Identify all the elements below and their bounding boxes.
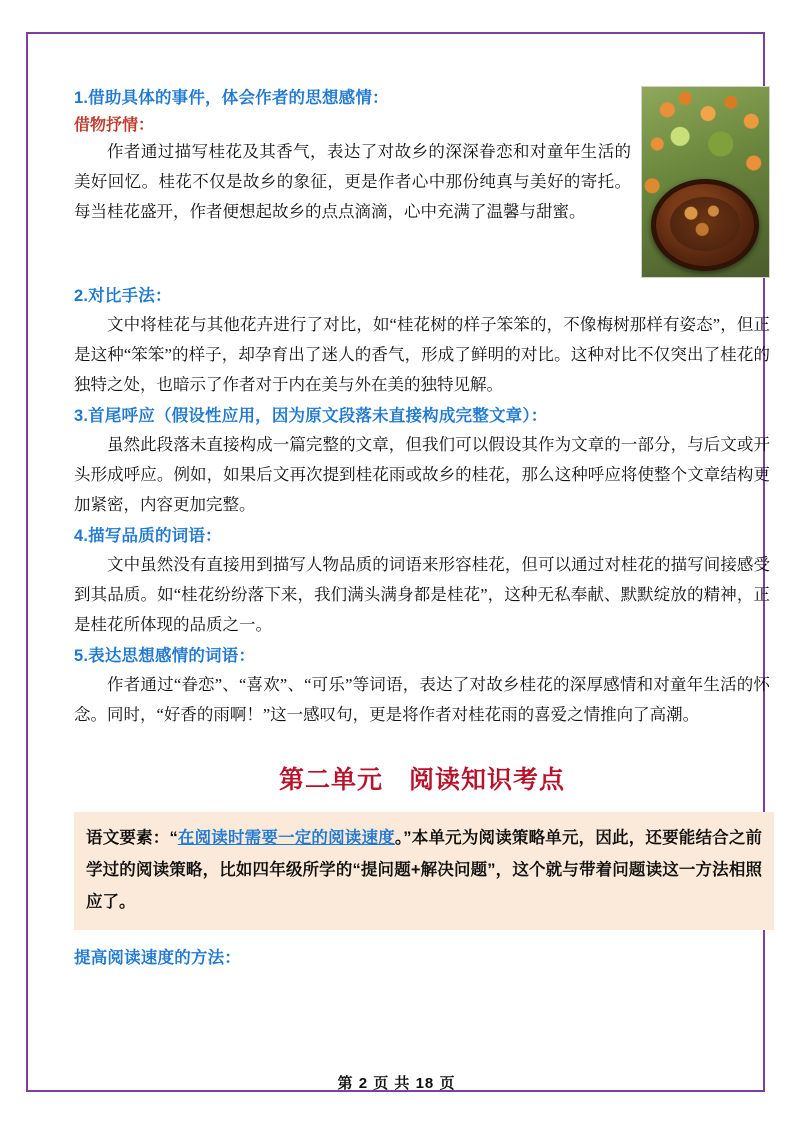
osmanthus-photo [641, 86, 770, 278]
footer-total-pages: 18 [415, 1075, 435, 1092]
section-5-heading: 5.表达思想感情的词语： [74, 647, 256, 665]
photo-bowl [651, 179, 759, 271]
section-2-heading: 2.对比手法： [74, 287, 172, 305]
footer-page-number: 2 [358, 1075, 369, 1092]
quote-open: “ [169, 829, 178, 847]
section-5-body: 作者通过“眷恋”、“喜欢”、“可乐”等词语，表达了对故乡桂花的深厚感情和对童年生活的怀念。同时，“好香的雨啊！”这一感叹句，更是将作者对桂花雨的喜爱之情推向了高潮。 [74, 675, 770, 724]
language-element-box [74, 812, 774, 930]
language-element-label: 语文要素： [86, 829, 170, 847]
quote-close: 。” [394, 829, 412, 847]
page-footer [0, 1072, 793, 1093]
footer-suffix: 页 [439, 1075, 456, 1092]
page-border [26, 32, 770, 1092]
section-2 [74, 282, 770, 400]
page-content-area [74, 84, 774, 1114]
section-1-subheading: 借物抒情： [74, 117, 155, 134]
reading-speed-methods-heading: 提高阅读速度的方法： [74, 949, 241, 967]
language-element-rest: 本单元为阅读策略单元，因此，还要能结合之前学过的阅读策略，比如四年级所学的“提问题+解决问题”，这个就与带着问题读这一方法相照应了。 [86, 829, 763, 911]
footer-prefix: 第 [337, 1075, 354, 1092]
section-4 [74, 522, 770, 640]
language-element-text [86, 822, 762, 918]
section-4-body: 文中虽然没有直接用到描写人物品质的词语来形容桂花，但可以通过对桂花的描写间接感受到其品质。如“桂花纷纷落下来，我们满头满身都是桂花”，这种无私奉献、默默绽放的精神，正是桂花所体现的品质之一。 [74, 555, 770, 634]
section-1-body: 作者通过描写桂花及其香气，表达了对故乡的深深眷恋和对童年生活的美好回忆。桂花不仅是故乡的象征，更是作者心中那份纯真与美好的寄托。每当桂花盛开，作者便想起故乡的点点滴滴，心中充满了温馨与甜蜜。 [74, 142, 631, 221]
section-3-body: 虽然此段落未直接构成一篇完整的文章，但我们可以假设其作为文章的一部分，与后文或开头形成呼应。例如，如果后文再次提到桂花雨或故乡的桂花，那么这种呼应将使整个文章结构更加紧密，内容更加完整。 [74, 435, 770, 514]
section-1 [74, 84, 770, 282]
section-3-heading: 3.首尾呼应（假设性应用，因为原文段落未直接构成完整文章）： [74, 407, 548, 425]
quote-underlined: 在阅读时需要一定的阅读速度 [177, 829, 395, 847]
section-4-heading: 4.描写品质的词语： [74, 527, 222, 545]
footer-middle: 页 共 [373, 1075, 411, 1092]
document-body [74, 84, 774, 968]
unit-title: 第二单元 阅读知识考点 [278, 766, 565, 794]
section-3 [74, 402, 770, 520]
section-5 [74, 642, 770, 730]
section-1-heading: 1.借助具体的事件，体会作者的思想感情： [74, 89, 389, 107]
section-2-body: 文中将桂花与其他花卉进行了对比，如“桂花树的样子笨笨的，不像梅树那样有姿态”，但正是这种“笨笨”的样子，却孕育出了迷人的香气，形成了鲜明的对比。这种对比不仅突出了桂花的独特之处，也暗示了作者对于内在美与外在美的独特见解。 [74, 315, 770, 394]
